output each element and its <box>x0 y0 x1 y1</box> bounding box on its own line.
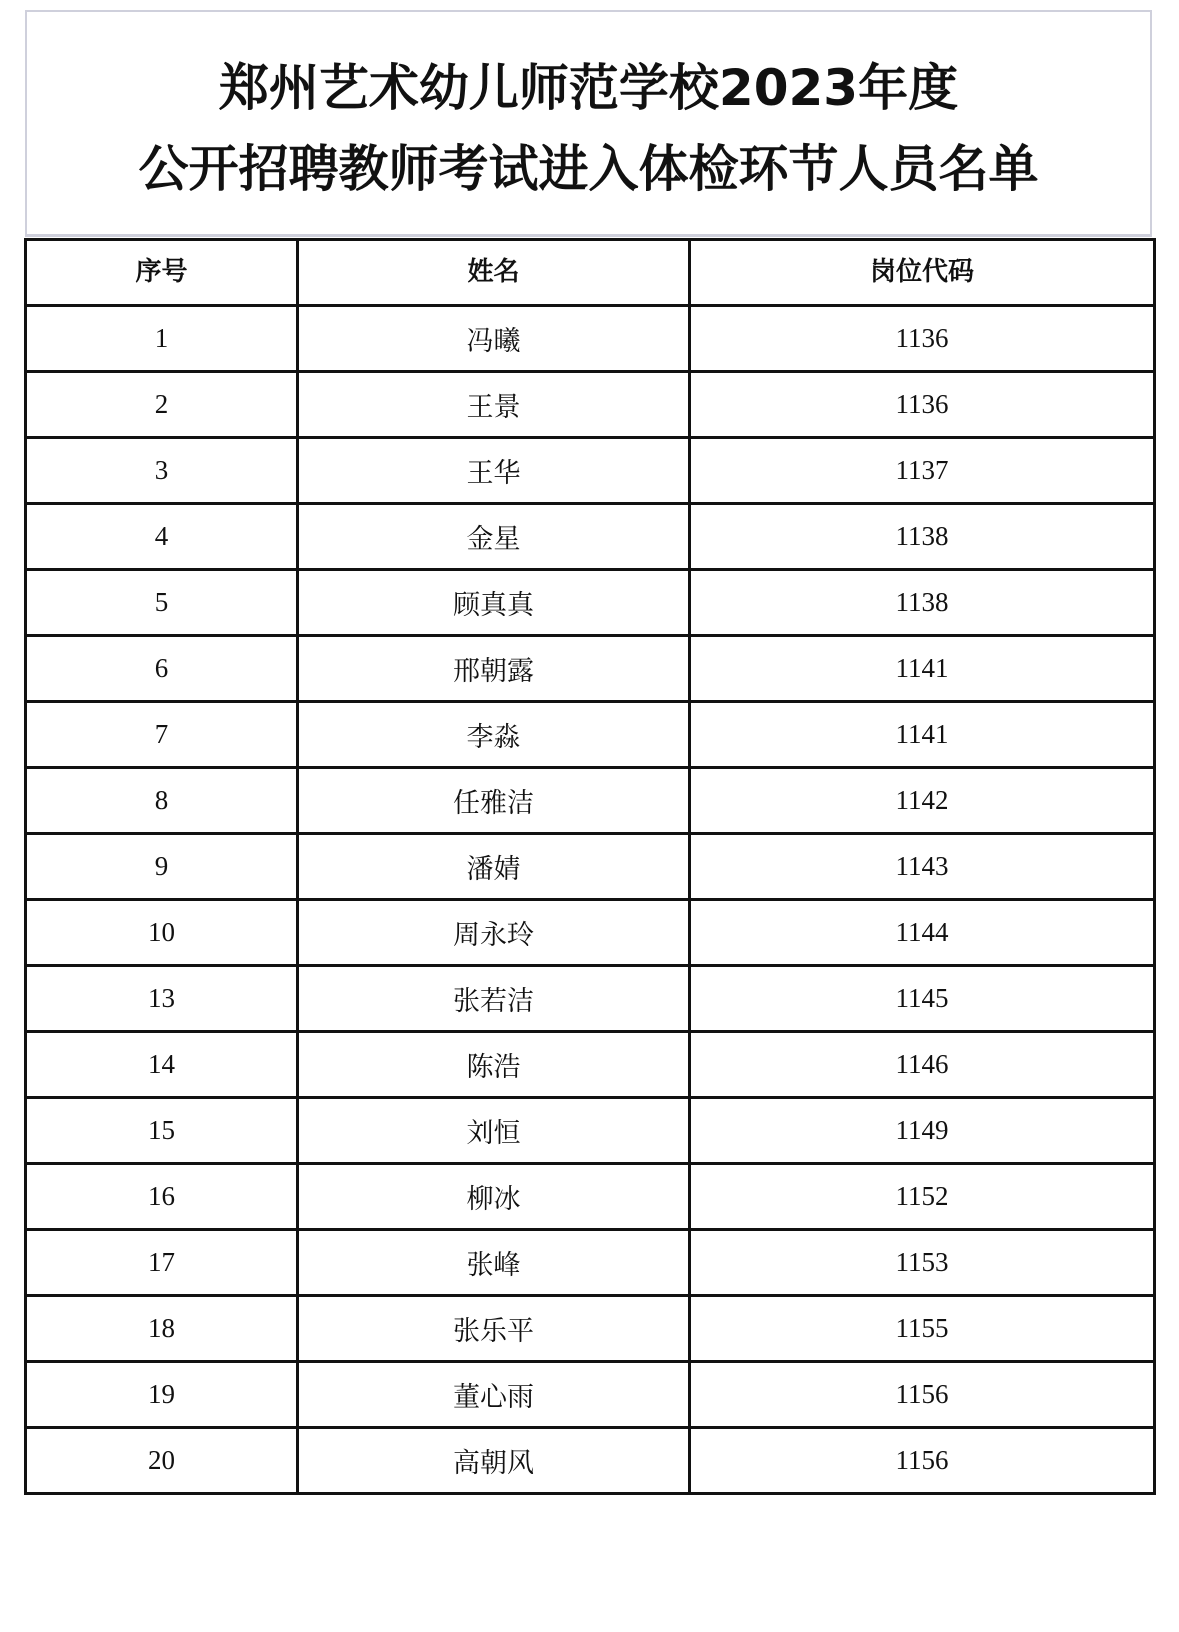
name-cell: 张若洁 <box>298 966 690 1032</box>
position-code-cell: 1145 <box>690 966 1155 1032</box>
serial-number-cell: 17 <box>26 1230 298 1296</box>
serial-number-cell: 8 <box>26 768 298 834</box>
position-code-cell: 1136 <box>690 372 1155 438</box>
table-row <box>26 966 1155 1032</box>
table-row <box>26 1098 1155 1164</box>
name-cell: 柳冰 <box>298 1164 690 1230</box>
serial-number-cell: 6 <box>26 636 298 702</box>
column-header-name: 姓名 <box>298 240 690 306</box>
position-code-cell: 1156 <box>690 1428 1155 1494</box>
position-code-cell: 1153 <box>690 1230 1155 1296</box>
roster-table <box>24 238 1156 1495</box>
name-cell: 潘婧 <box>298 834 690 900</box>
table-row <box>26 702 1155 768</box>
position-code-cell: 1143 <box>690 834 1155 900</box>
document-title-box <box>25 10 1152 237</box>
document-title-line-1: 郑州艺术幼儿师范学校2023年度 <box>218 59 959 117</box>
serial-number-cell: 14 <box>26 1032 298 1098</box>
table-row <box>26 570 1155 636</box>
column-header-position-code: 岗位代码 <box>690 240 1155 306</box>
position-code-cell: 1144 <box>690 900 1155 966</box>
table-row <box>26 1296 1155 1362</box>
table-row <box>26 1230 1155 1296</box>
name-cell: 周永玲 <box>298 900 690 966</box>
position-code-cell: 1155 <box>690 1296 1155 1362</box>
table-row <box>26 768 1155 834</box>
table-row <box>26 636 1155 702</box>
position-code-cell: 1136 <box>690 306 1155 372</box>
table-row <box>26 1032 1155 1098</box>
name-cell: 李淼 <box>298 702 690 768</box>
table-row <box>26 1362 1155 1428</box>
name-cell: 张峰 <box>298 1230 690 1296</box>
table-header-row <box>26 240 1155 306</box>
name-cell: 陈浩 <box>298 1032 690 1098</box>
name-cell: 高朝风 <box>298 1428 690 1494</box>
serial-number-cell: 4 <box>26 504 298 570</box>
table-row <box>26 438 1155 504</box>
table-body <box>26 306 1155 1494</box>
position-code-cell: 1141 <box>690 636 1155 702</box>
serial-number-cell: 2 <box>26 372 298 438</box>
table-row <box>26 900 1155 966</box>
name-cell: 董心雨 <box>298 1362 690 1428</box>
position-code-cell: 1137 <box>690 438 1155 504</box>
serial-number-cell: 18 <box>26 1296 298 1362</box>
column-header-serial-number: 序号 <box>26 240 298 306</box>
position-code-cell: 1138 <box>690 570 1155 636</box>
position-code-cell: 1141 <box>690 702 1155 768</box>
serial-number-cell: 19 <box>26 1362 298 1428</box>
name-cell: 冯曦 <box>298 306 690 372</box>
serial-number-cell: 20 <box>26 1428 298 1494</box>
serial-number-cell: 5 <box>26 570 298 636</box>
position-code-cell: 1146 <box>690 1032 1155 1098</box>
name-cell: 王景 <box>298 372 690 438</box>
serial-number-cell: 10 <box>26 900 298 966</box>
position-code-cell: 1152 <box>690 1164 1155 1230</box>
position-code-cell: 1156 <box>690 1362 1155 1428</box>
table-row <box>26 1428 1155 1494</box>
name-cell: 张乐平 <box>298 1296 690 1362</box>
table-row <box>26 306 1155 372</box>
serial-number-cell: 1 <box>26 306 298 372</box>
serial-number-cell: 16 <box>26 1164 298 1230</box>
serial-number-cell: 7 <box>26 702 298 768</box>
name-cell: 刘恒 <box>298 1098 690 1164</box>
name-cell: 任雅洁 <box>298 768 690 834</box>
position-code-cell: 1142 <box>690 768 1155 834</box>
table-row <box>26 372 1155 438</box>
name-cell: 王华 <box>298 438 690 504</box>
name-cell: 金星 <box>298 504 690 570</box>
table-row <box>26 504 1155 570</box>
position-code-cell: 1138 <box>690 504 1155 570</box>
serial-number-cell: 15 <box>26 1098 298 1164</box>
serial-number-cell: 13 <box>26 966 298 1032</box>
position-code-cell: 1149 <box>690 1098 1155 1164</box>
table-row <box>26 1164 1155 1230</box>
name-cell: 顾真真 <box>298 570 690 636</box>
name-cell: 邢朝露 <box>298 636 690 702</box>
serial-number-cell: 9 <box>26 834 298 900</box>
document-title-line-2: 公开招聘教师考试进入体检环节人员名单 <box>138 140 1039 198</box>
table-row <box>26 834 1155 900</box>
serial-number-cell: 3 <box>26 438 298 504</box>
